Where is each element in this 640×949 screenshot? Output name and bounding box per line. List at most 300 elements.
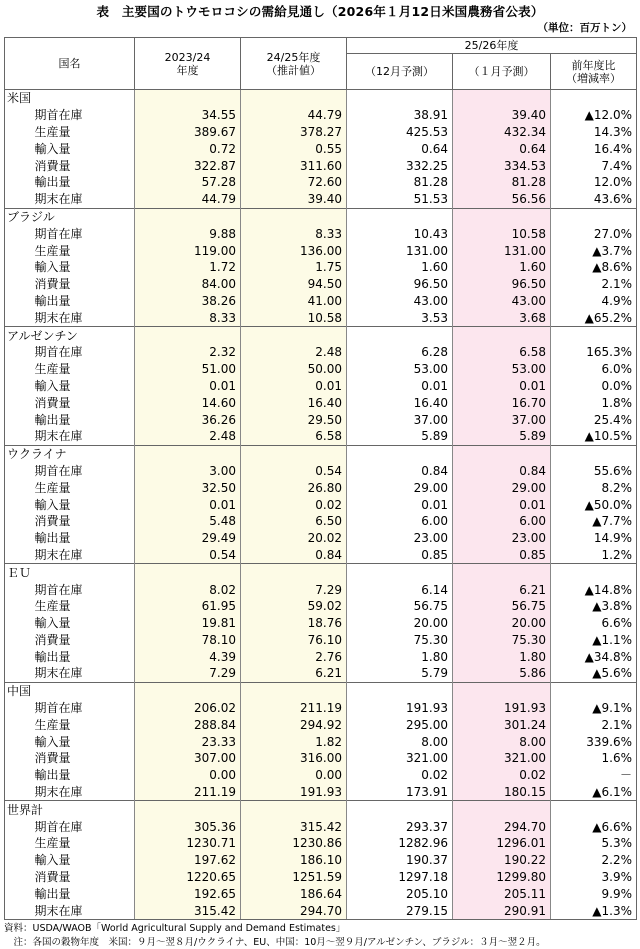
value-jan-forecast: 0.85 [453, 547, 551, 564]
empty-cell [453, 445, 551, 462]
value-24-25: 76.10 [241, 632, 347, 649]
table-row [5, 242, 637, 259]
value-yoy: 55.6% [551, 463, 637, 480]
value-yoy: 9.9% [551, 885, 637, 902]
header-country: 国名 [5, 38, 135, 90]
row-label: 輸入量 [34, 853, 71, 868]
value-jan-forecast: 81.28 [453, 174, 551, 191]
row-label: 輸入量 [34, 141, 71, 156]
value-dec-forecast: 10.43 [347, 225, 453, 242]
value-yoy: 2.1% [551, 276, 637, 293]
value-2023-24: 192.65 [135, 885, 241, 902]
country-name: 世界計 [5, 801, 135, 818]
value-2023-24: 197.62 [135, 852, 241, 869]
value-yoy: ▲8.6% [551, 259, 637, 276]
value-dec-forecast: 1.60 [347, 259, 453, 276]
indent-cell [5, 700, 29, 717]
table-row [5, 225, 637, 242]
value-24-25: 1230.86 [241, 835, 347, 852]
table-row [5, 124, 637, 141]
row-label: 期首在庫 [34, 345, 83, 360]
country-name: アルゼンチン [5, 327, 135, 344]
value-2023-24: 51.00 [135, 361, 241, 378]
value-dec-forecast: 38.91 [347, 107, 453, 124]
value-24-25: 41.00 [241, 293, 347, 310]
indent-cell [5, 411, 29, 428]
value-yoy: 6.6% [551, 615, 637, 632]
row-label: 期首在庫 [34, 819, 83, 834]
table-row [5, 750, 637, 767]
empty-cell [347, 208, 453, 225]
supply-demand-table [4, 37, 637, 920]
indent-cell [5, 632, 29, 649]
indent-cell [5, 259, 29, 276]
value-jan-forecast: 6.21 [453, 581, 551, 598]
value-dec-forecast: 279.15 [347, 902, 453, 919]
value-24-25: 0.54 [241, 463, 347, 480]
row-label: 生産量 [34, 717, 71, 732]
empty-cell [453, 208, 551, 225]
value-jan-forecast: 290.91 [453, 902, 551, 919]
value-2023-24: 307.00 [135, 750, 241, 767]
value-yoy: ▲6.6% [551, 818, 637, 835]
value-jan-forecast: 1299.80 [453, 869, 551, 886]
row-label: 期首在庫 [34, 108, 83, 123]
empty-cell [551, 208, 637, 225]
value-jan-forecast: 75.30 [453, 632, 551, 649]
value-yoy: 25.4% [551, 411, 637, 428]
value-24-25: 10.58 [241, 309, 347, 326]
value-dec-forecast: 75.30 [347, 632, 453, 649]
empty-cell [551, 801, 637, 818]
value-2023-24: 0.72 [135, 140, 241, 157]
indent-cell [5, 818, 29, 835]
value-jan-forecast: 16.70 [453, 394, 551, 411]
indent-cell [5, 665, 29, 682]
value-24-25: 1251.59 [241, 869, 347, 886]
empty-cell [241, 801, 347, 818]
indent-cell [5, 344, 29, 361]
value-yoy: 1.2% [551, 547, 637, 564]
value-yoy: ▲50.0% [551, 496, 637, 513]
value-jan-forecast: 10.58 [453, 225, 551, 242]
indent-cell [5, 648, 29, 665]
page-title: 表 主要国のトウモロコシの需給見通し（2026年１月12日米国農務省公表） [96, 4, 544, 19]
table-row [5, 716, 637, 733]
table-row [5, 632, 637, 649]
value-jan-forecast: 96.50 [453, 276, 551, 293]
empty-cell [135, 801, 241, 818]
value-jan-forecast: 334.53 [453, 157, 551, 174]
value-dec-forecast: 51.53 [347, 191, 453, 208]
value-24-25: 44.79 [241, 107, 347, 124]
value-dec-forecast: 8.00 [347, 733, 453, 750]
value-24-25: 0.55 [241, 140, 347, 157]
value-jan-forecast: 20.00 [453, 615, 551, 632]
row-label: 期末在庫 [29, 902, 135, 919]
country-header-row [5, 327, 637, 344]
table-row [5, 818, 637, 835]
value-jan-forecast: 131.00 [453, 242, 551, 259]
row-label: 期首在庫 [34, 226, 83, 241]
value-yoy: ▲7.7% [551, 513, 637, 530]
value-yoy: 2.1% [551, 716, 637, 733]
table-row [5, 784, 637, 801]
value-jan-forecast: 301.24 [453, 716, 551, 733]
value-yoy: ▲65.2% [551, 309, 637, 326]
value-2023-24: 0.01 [135, 378, 241, 395]
value-dec-forecast: 0.01 [347, 496, 453, 513]
empty-cell [241, 564, 347, 581]
table-row [5, 902, 637, 919]
value-2023-24: 84.00 [135, 276, 241, 293]
header-2425: 24/25年度 （推計値） [241, 38, 347, 90]
value-2023-24: 305.36 [135, 818, 241, 835]
indent-cell [5, 479, 29, 496]
value-2023-24: 5.48 [135, 513, 241, 530]
value-2023-24: 8.33 [135, 309, 241, 326]
table-row [5, 174, 637, 191]
table-row [5, 479, 637, 496]
row-label: 消費量 [34, 395, 71, 410]
value-yoy: 2.2% [551, 852, 637, 869]
table-row [5, 869, 637, 886]
value-2023-24: 211.19 [135, 784, 241, 801]
row-label: 消費量 [34, 870, 71, 885]
value-dec-forecast: 23.00 [347, 530, 453, 547]
indent-cell [5, 191, 29, 208]
value-2023-24: 288.84 [135, 716, 241, 733]
value-24-25: 0.01 [241, 378, 347, 395]
value-jan-forecast: 3.68 [453, 309, 551, 326]
value-2023-24: 7.29 [135, 665, 241, 682]
table-row [5, 293, 637, 310]
row-label: 消費量 [34, 158, 71, 173]
row-label: 期末在庫 [34, 429, 83, 444]
row-label: 輸出量 [34, 175, 71, 190]
value-jan-forecast: 0.01 [453, 378, 551, 395]
value-24-25: 315.42 [241, 818, 347, 835]
value-24-25: 211.19 [241, 700, 347, 717]
value-2023-24: 29.49 [135, 530, 241, 547]
value-dec-forecast: 1.80 [347, 648, 453, 665]
value-dec-forecast: 3.53 [347, 309, 453, 326]
value-dec-forecast: 0.64 [347, 140, 453, 157]
country-header-row [5, 90, 637, 107]
row-label: 期末在庫 [34, 192, 83, 207]
value-yoy: ▲6.1% [551, 784, 637, 801]
value-24-25: 136.00 [241, 242, 347, 259]
value-yoy: 7.4% [551, 157, 637, 174]
empty-cell [347, 564, 453, 581]
indent-cell [5, 174, 29, 191]
value-yoy: ▲14.8% [551, 581, 637, 598]
value-jan-forecast: 5.86 [453, 665, 551, 682]
value-yoy: 14.9% [551, 530, 637, 547]
value-jan-forecast: 29.00 [453, 479, 551, 496]
value-2023-24: 1220.65 [135, 869, 241, 886]
indent-cell [5, 225, 29, 242]
indent-cell [5, 598, 29, 615]
value-24-25: 59.02 [241, 598, 347, 615]
table-row [5, 378, 637, 395]
value-24-25: 2.48 [241, 344, 347, 361]
indent-cell [5, 852, 29, 869]
table-row [5, 496, 637, 513]
indent-cell [5, 107, 29, 124]
empty-cell [347, 801, 453, 818]
empty-cell [453, 327, 551, 344]
table-row [5, 513, 637, 530]
value-jan-forecast: 6.00 [453, 513, 551, 530]
row-label: 期首在庫 [34, 463, 83, 478]
value-24-25: 2.76 [241, 648, 347, 665]
empty-cell [551, 327, 637, 344]
indent-cell [5, 885, 29, 902]
value-24-25: 29.50 [241, 411, 347, 428]
indent-cell [5, 361, 29, 378]
row-label: 輸出量 [34, 649, 71, 664]
empty-cell [241, 682, 347, 699]
table-row [5, 140, 637, 157]
table-row [5, 581, 637, 598]
value-dec-forecast: 6.14 [347, 581, 453, 598]
value-jan-forecast: 294.70 [453, 818, 551, 835]
indent-cell [5, 767, 29, 784]
country-name: 米国 [5, 90, 135, 107]
row-label: 輸出量 [34, 886, 71, 901]
value-yoy: ▲34.8% [551, 648, 637, 665]
row-label: 生産量 [34, 480, 71, 495]
table-row [5, 852, 637, 869]
indent-cell [5, 547, 29, 564]
value-jan-forecast: 37.00 [453, 411, 551, 428]
indent-cell [5, 293, 29, 310]
empty-cell [135, 327, 241, 344]
value-2023-24: 4.39 [135, 648, 241, 665]
indent-cell [5, 530, 29, 547]
indent-cell [5, 716, 29, 733]
value-dec-forecast: 0.01 [347, 378, 453, 395]
row-label: 輸出量 [34, 412, 71, 427]
value-2023-24: 9.88 [135, 225, 241, 242]
value-24-25: 186.64 [241, 885, 347, 902]
value-dec-forecast: 16.40 [347, 394, 453, 411]
empty-cell [135, 208, 241, 225]
value-dec-forecast: 96.50 [347, 276, 453, 293]
indent-cell [5, 276, 29, 293]
empty-cell [453, 90, 551, 107]
table-row [5, 428, 637, 445]
indent-cell [5, 496, 29, 513]
empty-cell [347, 327, 453, 344]
value-jan-forecast: 432.34 [453, 124, 551, 141]
value-dec-forecast: 29.00 [347, 479, 453, 496]
value-jan-forecast: 0.64 [453, 140, 551, 157]
value-2023-24: 2.48 [135, 428, 241, 445]
value-jan-forecast: 8.00 [453, 733, 551, 750]
value-2023-24: 389.67 [135, 124, 241, 141]
value-24-25: 50.00 [241, 361, 347, 378]
indent-cell [5, 463, 29, 480]
value-yoy: ▲5.6% [551, 665, 637, 682]
indent-cell [5, 242, 29, 259]
row-label: 輸入量 [34, 616, 71, 631]
value-jan-forecast: 6.58 [453, 344, 551, 361]
table-row [5, 700, 637, 717]
value-24-25: 72.60 [241, 174, 347, 191]
value-2023-24: 0.01 [135, 496, 241, 513]
value-24-25: 0.00 [241, 767, 347, 784]
value-yoy: ▲1.3% [551, 902, 637, 919]
row-label: 期末在庫 [34, 666, 83, 681]
value-2023-24: 3.00 [135, 463, 241, 480]
header-jan-forecast: （１月予測） [453, 54, 551, 90]
indent-cell [5, 902, 29, 919]
table-row [5, 259, 637, 276]
value-24-25: 18.76 [241, 615, 347, 632]
value-yoy: 8.2% [551, 479, 637, 496]
table-row [5, 530, 637, 547]
row-label: 輸入量 [34, 497, 71, 512]
row-label: 生産量 [34, 243, 71, 258]
row-label: 期末在庫 [34, 785, 83, 800]
value-24-25: 94.50 [241, 276, 347, 293]
value-2023-24: 206.02 [135, 700, 241, 717]
table-row [5, 648, 637, 665]
indent-cell [5, 615, 29, 632]
value-24-25: 20.02 [241, 530, 347, 547]
value-jan-forecast: 56.56 [453, 191, 551, 208]
value-dec-forecast: 81.28 [347, 174, 453, 191]
value-24-25: 0.84 [241, 547, 347, 564]
row-label: 生産量 [34, 599, 71, 614]
value-2023-24: 1.72 [135, 259, 241, 276]
value-2023-24: 36.26 [135, 411, 241, 428]
indent-cell [5, 750, 29, 767]
value-24-25: 39.40 [241, 191, 347, 208]
value-2023-24: 8.02 [135, 581, 241, 598]
table-row [5, 309, 637, 326]
value-2023-24: 119.00 [135, 242, 241, 259]
table-row [5, 394, 637, 411]
country-header-row [5, 208, 637, 225]
value-24-25: 378.27 [241, 124, 347, 141]
row-label: 生産量 [34, 362, 71, 377]
value-2023-24: 61.95 [135, 598, 241, 615]
value-dec-forecast: 6.00 [347, 513, 453, 530]
indent-cell [5, 835, 29, 852]
header-dec-forecast: （12月予測） [347, 54, 453, 90]
value-yoy: 16.4% [551, 140, 637, 157]
row-label: 消費量 [34, 751, 71, 766]
row-label: 期首在庫 [34, 701, 83, 716]
value-jan-forecast: 0.01 [453, 496, 551, 513]
value-dec-forecast: 5.89 [347, 428, 453, 445]
value-2023-24: 32.50 [135, 479, 241, 496]
value-yoy: 165.3% [551, 344, 637, 361]
value-yoy: ▲3.8% [551, 598, 637, 615]
table-row [5, 191, 637, 208]
value-jan-forecast: 1.60 [453, 259, 551, 276]
value-24-25: 8.33 [241, 225, 347, 242]
value-jan-forecast: 205.11 [453, 885, 551, 902]
empty-cell [453, 801, 551, 818]
value-jan-forecast: 321.00 [453, 750, 551, 767]
table-row [5, 665, 637, 682]
value-2023-24: 38.26 [135, 293, 241, 310]
header-2526-group: 25/26年度 [347, 38, 637, 54]
value-24-25: 1.82 [241, 733, 347, 750]
empty-cell [241, 327, 347, 344]
empty-cell [453, 682, 551, 699]
value-24-25: 0.02 [241, 496, 347, 513]
value-yoy: 5.3% [551, 835, 637, 852]
row-label: 輸出量 [34, 768, 71, 783]
table-row [5, 547, 637, 564]
country-name: ウクライナ [5, 445, 135, 462]
value-jan-forecast: 0.84 [453, 463, 551, 480]
empty-cell [551, 445, 637, 462]
table-row [5, 276, 637, 293]
empty-cell [347, 682, 453, 699]
table-row [5, 107, 637, 124]
value-2023-24: 19.81 [135, 615, 241, 632]
value-24-25: 6.58 [241, 428, 347, 445]
row-label: 生産量 [34, 124, 71, 139]
value-dec-forecast: 332.25 [347, 157, 453, 174]
value-dec-forecast: 1297.18 [347, 869, 453, 886]
value-2023-24: 0.00 [135, 767, 241, 784]
indent-cell [5, 394, 29, 411]
value-dec-forecast: 425.53 [347, 124, 453, 141]
value-24-25: 6.21 [241, 665, 347, 682]
value-24-25: 7.29 [241, 581, 347, 598]
value-yoy: 3.9% [551, 869, 637, 886]
indent-cell [5, 428, 29, 445]
row-label: 生産量 [34, 836, 71, 851]
value-24-25: 26.80 [241, 479, 347, 496]
value-24-25: 294.70 [241, 902, 347, 919]
value-dec-forecast: 0.02 [347, 767, 453, 784]
value-dec-forecast: 293.37 [347, 818, 453, 835]
indent-cell [5, 157, 29, 174]
empty-cell [241, 445, 347, 462]
indent-cell [5, 513, 29, 530]
table-row [5, 615, 637, 632]
value-2023-24: 1230.71 [135, 835, 241, 852]
empty-cell [135, 445, 241, 462]
country-name: 中国 [5, 682, 135, 699]
value-2023-24: 57.28 [135, 174, 241, 191]
value-dec-forecast: 0.85 [347, 547, 453, 564]
row-label: 期末在庫 [34, 547, 83, 562]
empty-cell [551, 682, 637, 699]
indent-cell [5, 140, 29, 157]
value-dec-forecast: 191.93 [347, 700, 453, 717]
value-2023-24: 2.32 [135, 344, 241, 361]
value-jan-forecast: 56.75 [453, 598, 551, 615]
header-2023: 2023/24 年度 [135, 38, 241, 90]
table-row [5, 411, 637, 428]
table-row [5, 344, 637, 361]
empty-cell [551, 90, 637, 107]
value-dec-forecast: 131.00 [347, 242, 453, 259]
value-yoy: 6.0% [551, 361, 637, 378]
value-dec-forecast: 43.00 [347, 293, 453, 310]
value-jan-forecast: 23.00 [453, 530, 551, 547]
row-label: 消費量 [34, 277, 71, 292]
